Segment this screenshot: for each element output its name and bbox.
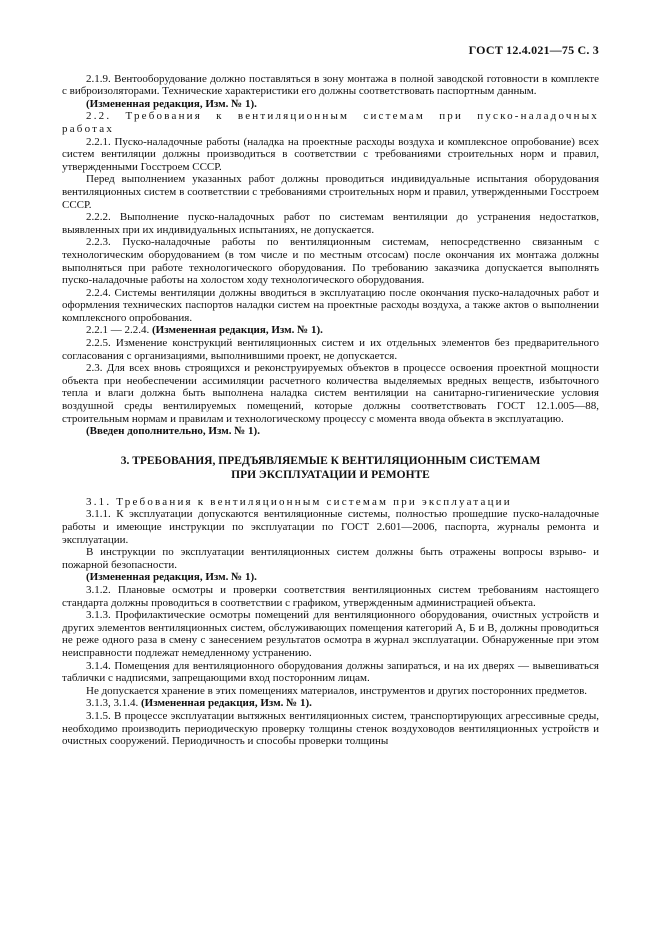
paragraph-3-1-1: 3.1.1. К эксплуатации допускаются вентиляционные системы, полностью прошедшие пуско-наладочные работы и имеющие инструкции по эксплуатации по ГОСТ 2.601—2006, паспорта, журналы ремонта и эксплуатации. xyxy=(62,508,599,546)
paragraph-2-2-2: 2.2.2. Выполнение пуско-наладочных работ по системам вентиляции до устранения недостатков, выявленных при их индивидуальных испытаниях, не допускается. xyxy=(62,211,599,236)
amendment-range: 3.1.3, 3.1.4. xyxy=(86,697,139,710)
paragraph-2-2-5: 2.2.5. Изменение конструкций вентиляционных систем и их отдельных элементов без предварительного согласования с организациями, выполнившими проект, не допускается. xyxy=(62,337,599,362)
amendment-line xyxy=(62,324,599,337)
amendment-note: (Измененная редакция, Изм. № 1). xyxy=(86,571,257,584)
amendment-range: 2.2.1 — 2.2.4. xyxy=(86,324,150,337)
section-title-line: ПРИ ЭКСПЛУАТАЦИИ И РЕМОНТЕ xyxy=(231,468,430,481)
paragraph-2-3: 2.3. Для всех вновь строящихся и реконструируемых объектов в процессе освоения проектной мощности объекта при необеспечении ассимиляции расчетного количества выделяемых вредных веществ, избыточного тепла и влаги должна быть выполнена наладка систем вентиляции на санитарно-гигиенические условия воздушной среды вентилируемых помещений, которые должны соответствовать ГОСТ 12.1.005—88, строительным нормам и правилам и технологическому процессу с момента ввода объекта в эксплуатацию. xyxy=(62,362,599,425)
paragraph-3-1-4-cont: Не допускается хранение в этих помещениях материалов, инструментов и других посторонних предметов. xyxy=(86,684,588,697)
section-title-line: 3. ТРЕБОВАНИЯ, ПРЕДЪЯВЛЯЕМЫЕ К ВЕНТИЛЯЦИОННЫМ СИСТЕМАМ xyxy=(120,454,541,467)
paragraph-3-1-3: 3.1.3. Профилактические осмотры помещений для вентиляционного оборудования, очистных устройств и других элементов вентиляционных систем, обслуживающих помещения категорий А, Б и В, должны проводиться не реже одного раза в смену с занесением результатов осмотра в журнал эксплуатации. Обнаруженные при этом неисправности подлежат немедленному устранению. xyxy=(62,609,599,659)
paragraph-3-1-5: 3.1.5. В процессе эксплуатации вытяжных вентиляционных систем, транспортирующих агрессивные среды, необходимо производить периодическую проверку толщины стенок воздуховодов вентиляционных устройств и очистных сооружений. Периодичность и способы проверки толщины xyxy=(62,709,599,748)
section-3-title xyxy=(62,454,599,482)
paragraph-3-1-1-cont: В инструкции по эксплуатации вентиляционных систем должны быть отражены вопросы взрыво- и пожарной безопасности. xyxy=(62,546,599,571)
amendment-note: (Измененная редакция, Изм. № 1). xyxy=(141,697,312,710)
subsection-heading-2-2: 2.2. Требования к вентиляционным системам при пуско-наладочных работах xyxy=(62,110,599,135)
amendment-line xyxy=(62,697,599,710)
paragraph-2-2-1-cont: Перед выполнением указанных работ должны проводиться индивидуальные испытания оборудования вентиляционных систем в соответствии с требованиями строительных норм и правил, утвержденными Госстроем СССР. xyxy=(62,173,599,211)
amendment-note: (Измененная редакция, Изм. № 1). xyxy=(152,324,323,337)
paragraph-3-1-4: 3.1.4. Помещения для вентиляционного оборудования должны запираться, и на их дверях — вывешиваться таблички с надписями, запрещающими вход посторонним лицам. xyxy=(62,659,599,685)
amendment-note: (Измененная редакция, Изм. № 1). xyxy=(86,97,257,110)
paragraph-2-2-4: 2.2.4. Системы вентиляции должны вводиться в эксплуатацию после окончания пуско-наладочных работ и оформления технических паспортов наладки систем на проектные расходы воздуха, а также актов о выполнении комплексного опробования. xyxy=(62,286,599,324)
paragraph-2-2-1: 2.2.1. Пуско-наладочные работы (наладка на проектные расходы воздуха и комплексное опробование) всех систем вентиляции должны производиться в соответствии с требованиями строительных норм и правил, утвержденными Госстроем СССР. xyxy=(62,135,599,173)
running-header: ГОСТ 12.4.021—75 С. 3 xyxy=(468,43,599,57)
paragraph-2-2-3: 2.2.3. Пуско-наладочные работы по вентиляционным системам, непосредственно связанным с технологическим оборудованием (в том числе и по местным отсосам) после окончания их монтажа должны выполняться при работе технологического оборудования. По требованию заказчика допускается выполнять пуско-наладочные работы на холостом ходу технологического оборудования. xyxy=(62,236,599,287)
paragraph-3-1-2: 3.1.2. Плановые осмотры и проверки соответствия вентиляционных систем требованиям настоящего стандарта должны проводиться в соответствии с графиком, утвержденным администрацией объекта. xyxy=(62,583,599,609)
paragraph-2-1-9: 2.1.9. Вентооборудование должно поставляться в зону монтажа в полной заводской готовности в комплекте с виброизоляторами. Технические характеристики его должны соответствовать паспортным данным. xyxy=(62,72,599,98)
subsection-heading-3-1: 3.1. Требования к вентиляционным системам при эксплуатации xyxy=(86,495,512,508)
amendment-note: (Введен дополнительно, Изм. № 1). xyxy=(86,425,260,438)
